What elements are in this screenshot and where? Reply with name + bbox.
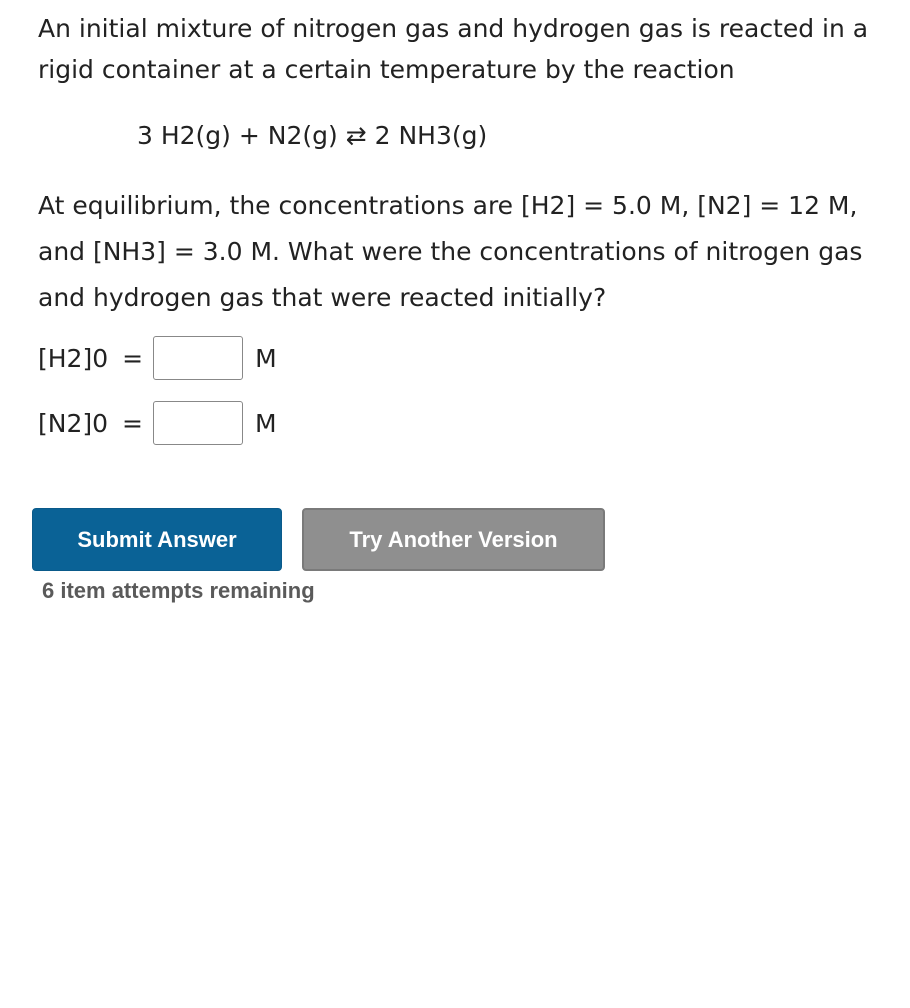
submit-answer-button[interactable]: Submit Answer (32, 508, 282, 571)
problem-question: At equilibrium, the concentrations are [H2] = 5.0 M, [N2] = 12 M, and [NH3] = 3.0 M. What were the concentrations of nitrogen gas and hydrogen gas that were reacted initially? (38, 191, 863, 312)
try-another-version-button[interactable]: Try Another Version (302, 508, 605, 571)
n2-initial-label: [N2]0 (38, 408, 109, 438)
attempts-remaining: 6 item attempts remaining (42, 578, 315, 603)
h2-unit: M (255, 343, 277, 373)
answer-row-n2 (38, 399, 277, 447)
reaction-equation: 3 H2(g) + N2(g) ⇄ 2 NH3(g) (137, 121, 488, 150)
problem-intro: An initial mixture of nitrogen gas and hydrogen gas is reacted in a rigid container at a certain temperature by the reaction (38, 14, 869, 84)
h2-initial-input[interactable] (153, 336, 243, 380)
n2-unit: M (254, 408, 277, 438)
n2-equals-sign: = (122, 408, 143, 438)
h2-initial-label: [H2]0 (38, 343, 109, 373)
n2-initial-input[interactable] (153, 401, 243, 445)
answer-row-h2 (38, 334, 277, 382)
h2-equals-sign: = (122, 343, 144, 373)
